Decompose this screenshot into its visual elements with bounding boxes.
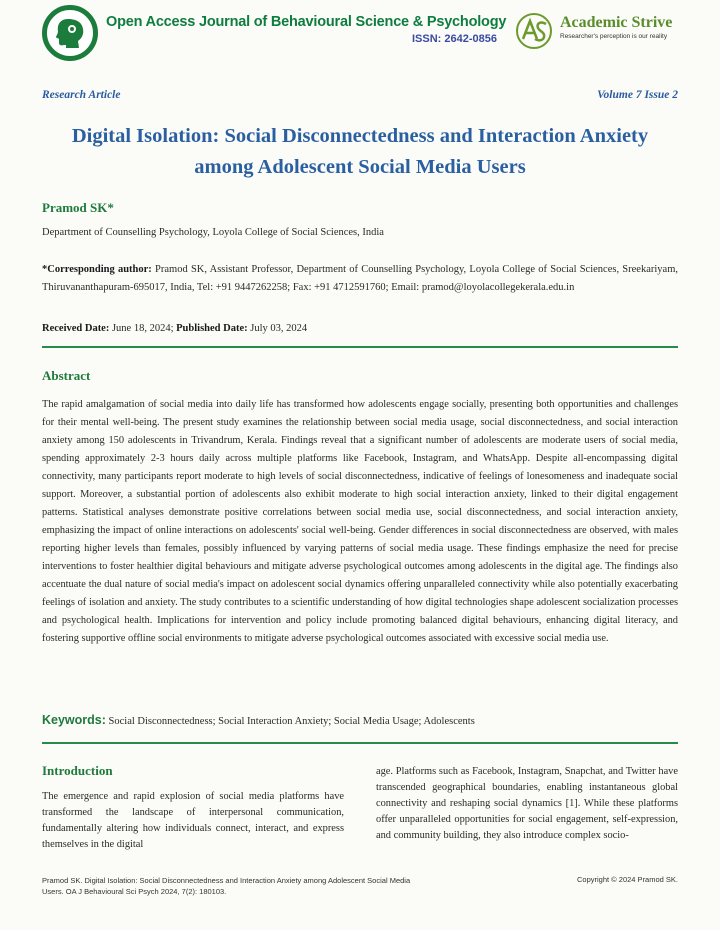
published-date: July 03, 2024: [247, 323, 308, 334]
keywords-list: Social Disconnectedness; Social Interaction Anxiety; Social Media Usage; Adolescents: [105, 716, 475, 727]
author-name: Pramod SK*: [42, 200, 114, 215]
keywords: [42, 713, 475, 727]
stylized-as-logo-icon: [514, 12, 554, 50]
published-label: Published Date:: [176, 323, 248, 334]
received-label: Received Date:: [42, 323, 110, 334]
introduction-left-column: The emergence and rapid explosion of social media platforms have transformed the landscape of interpersonal communication, fundamentally altering how individuals connect, interact, and express themselves in the digital: [42, 791, 344, 850]
corresponding-author: [42, 261, 678, 296]
journal-title: Open Access Journal of Behavioural Science & Psychology: [106, 14, 507, 30]
corresponding-label: *Corresponding author:: [42, 264, 152, 275]
keywords-label: Keywords:: [42, 713, 106, 727]
introduction-heading: Introduction: [42, 763, 113, 778]
journal-header: [0, 0, 720, 66]
issn: ISSN: 2642-0856: [412, 33, 497, 45]
volume-issue: Volume 7 Issue 2: [597, 89, 678, 101]
author-affiliation: Department of Counselling Psychology, Loyola College of Social Sciences, India: [42, 227, 384, 238]
abstract-body: The rapid amalgamation of social media into daily life has transformed how adolescents engage socially, presenting both opportunities and challenges for their mental well-being. The present study examines the relationship between social media usage, social disconnectedness, and social interaction anxiety among 150 adolescents in Trivandrum, Kerala. Findings reveal that a significant number of adolescents are moderate users of social media, spending approximately 2-3 hours daily across multiple platforms like Facebook, Instagram, and WhatsApp. Despite all-encompassing digital connectivity, many participants report moderate to high levels of social disconnectedness, indicative of feelings of lonesomeness and inadequate social support. Moreover, a substantial portion of adolescents also exhibit moderate to high social interaction anxiety, linked to their digital engagement patterns. Statistical analyses demonstrate positive correlations between social media use, social disconnectedness, and social interaction anxiety, emphasizing the impact of online interactions on adolescents' social well-being. Gender differences in social disconnectedness are observed, with males reporting higher levels than females, possibly influenced by varying patterns of social media usage. These findings emphasize the need for precise interventions to foster healthier digital behaviours and mitigate adverse psychological outcomes among adolescents in the digital age. The findings also accentuate the dual nature of social media's impact on adolescent social dynamics offering unparalleled connectivity while also potentially exacerbating feelings of isolation and anxiety. The study contributes to a scientific understanding of how digital technologies shape adolescent socialization processes and psychological health. Implications for intervention and policy include promoting balanced digital behaviours, enhancing digital literacy, and fostering supportive offline social environments to mitigate adverse psychological outcomes associated with excessive social media use.: [42, 399, 678, 644]
article-type: Research Article: [42, 89, 121, 101]
head-silhouette-icon: [55, 17, 85, 49]
journal-logo: [42, 5, 98, 61]
abstract-heading: Abstract: [42, 368, 91, 383]
introduction-right-column: age. Platforms such as Facebook, Instagram, Snapchat, and Twitter have transcended geographical boundaries, enabling instantaneous global connectivity and reshaping social dynamics [1]. While these platforms offer unparalleled opportunities for social engagement, self-expression, and community building, they also introduce complex socio-: [376, 766, 678, 841]
section-divider: [42, 742, 678, 744]
footer-citation: Pramod SK. Digital Isolation: Social Disconnectedness and Interaction Anxiety among Adolescent Social Media Users. OA J Behavioural Sci Psych 2024, 7(2): 180103.: [42, 876, 411, 896]
received-date: June 18, 2024;: [109, 323, 177, 334]
footer-copyright: Copyright © 2024 Pramod SK.: [577, 875, 678, 884]
corresponding-details: Pramod SK, Assistant Professor, Department of Counselling Psychology, Loyola College of Social Sciences, Sreekariyam, Thiruvananthapuram-695017, India, Tel: +91 9447262258; Fax: +91 4712591760; Email: pramod@loyolacollegekerala.edu.in: [42, 264, 678, 293]
publisher-name: Academic Strive: [560, 14, 673, 31]
publisher-tagline: Researcher's perception is our reality: [560, 33, 668, 40]
article-title: Digital Isolation: Social Disconnectedness and Interaction Anxiety among Adolescent Social Media Users: [71, 125, 649, 178]
article-dates: [42, 323, 307, 334]
section-divider: [42, 346, 678, 348]
